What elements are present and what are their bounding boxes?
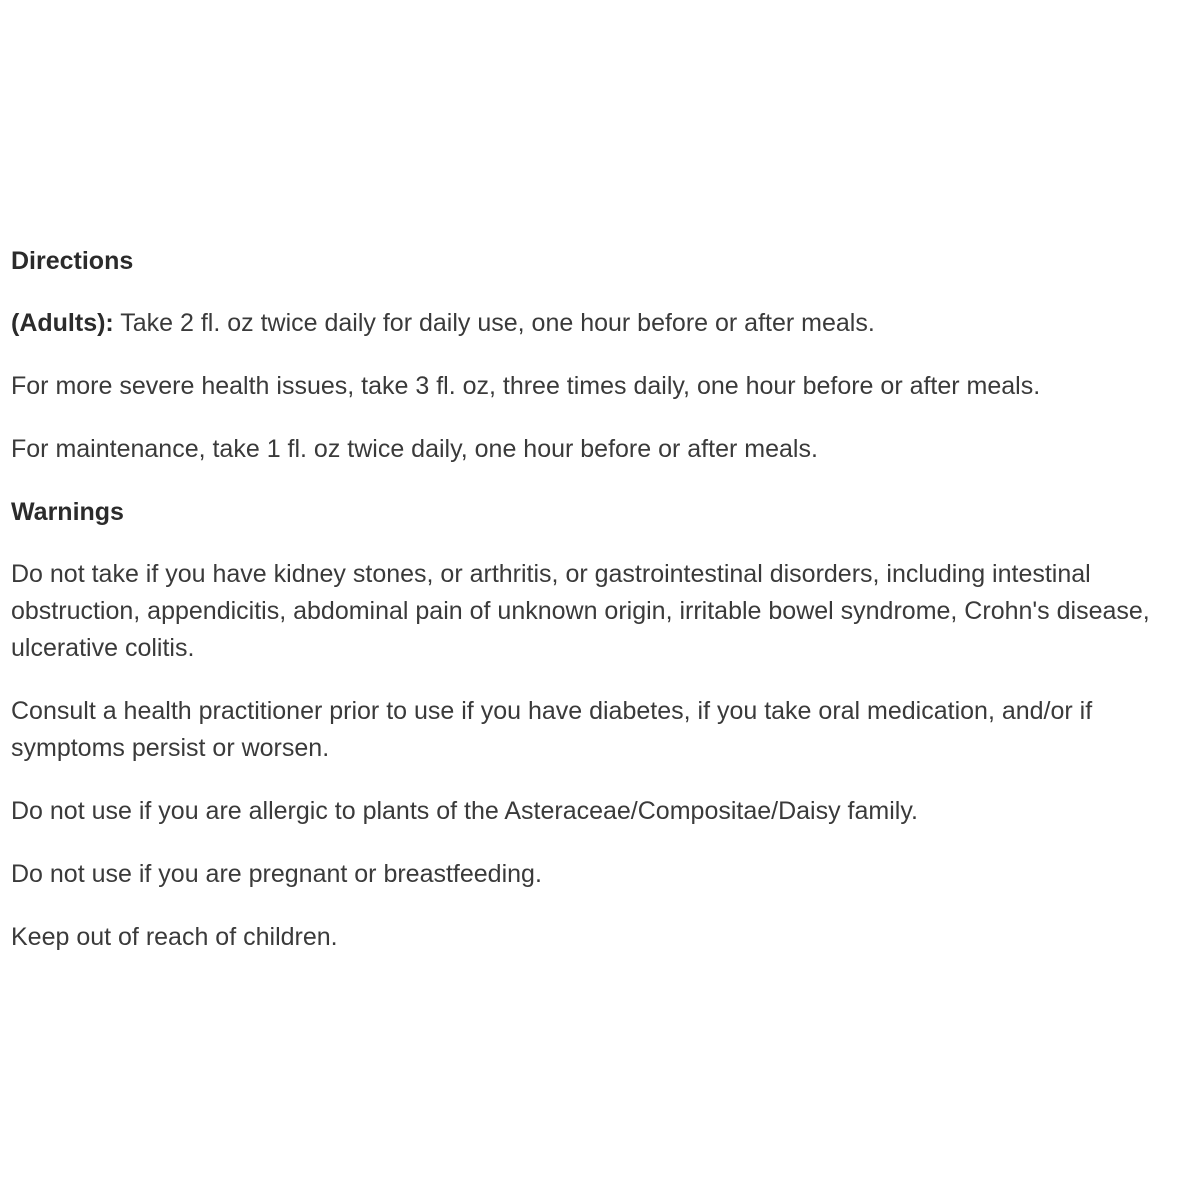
adults-text: Take 2 fl. oz twice daily for daily use, one hour before or after meals. <box>113 309 875 337</box>
directions-maintenance: For maintenance, take 1 fl. oz twice daily, one hour before or after meals. <box>11 435 818 463</box>
directions-heading: Directions <box>11 247 134 275</box>
directions-severe: For more severe health issues, take 3 fl. oz, three times daily, one hour before or after meals. <box>11 372 1041 400</box>
warning-item: Do not use if you are pregnant or breastfeeding. <box>11 860 542 888</box>
warnings-heading: Warnings <box>11 498 124 526</box>
warning-item: Keep out of reach of children. <box>11 923 338 951</box>
warning-item: Do not use if you are allergic to plants of the Asteraceae/Compositae/Daisy family. <box>11 797 918 825</box>
warning-item: Do not take if you have kidney stones, or arthritis, or gastrointestinal disorders, including intestinal obstruction, appendicitis, abdominal pain of unknown origin, irritable bowel syndrome, Crohn's disease, ulcerative colitis. <box>11 560 1150 662</box>
warning-item: Consult a health practitioner prior to use if you have diabetes, if you take oral medication, and/or if symptoms persist or worsen. <box>11 697 1093 762</box>
product-info-text <box>11 243 1196 982</box>
adults-label: (Adults): <box>11 309 114 337</box>
directions-adults <box>11 305 1196 342</box>
